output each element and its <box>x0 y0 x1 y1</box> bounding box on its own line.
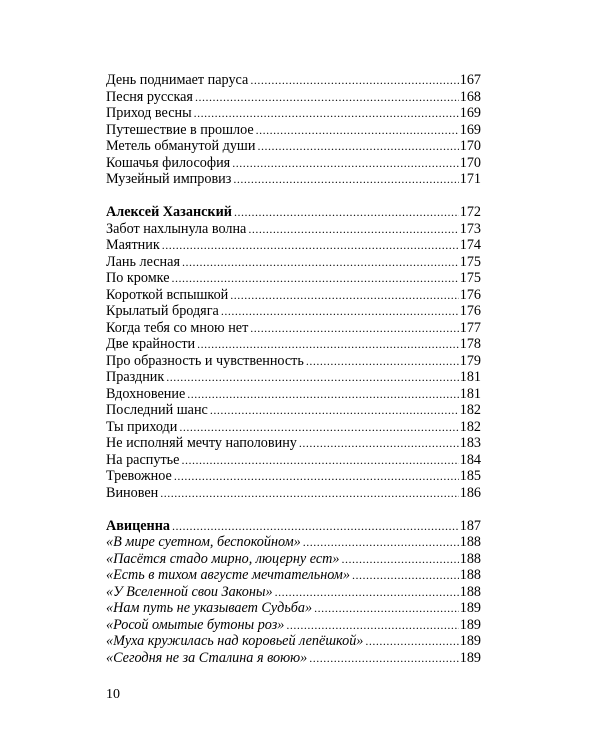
toc-section <box>106 518 481 667</box>
toc-entry <box>106 386 481 403</box>
entry-title: «Пасётся стадо мирно, люцерну ест» <box>106 550 340 567</box>
entry-title: Забот нахлынула волна <box>106 220 247 237</box>
dot-leader <box>352 567 459 584</box>
table-of-contents <box>106 72 481 666</box>
toc-entry <box>106 105 481 122</box>
entry-page-number: 169 <box>459 121 481 138</box>
toc-entry <box>106 122 481 139</box>
dot-leader <box>299 435 459 452</box>
entry-title: Две крайности <box>106 336 196 352</box>
dot-leader <box>306 353 459 370</box>
dot-leader <box>248 221 458 238</box>
entry-title: Когда тебя со мною нет <box>106 319 249 336</box>
entry-title: Не исполняй мечту наполовину <box>106 435 297 451</box>
entry-page-number: 177 <box>459 319 481 336</box>
toc-entry <box>106 221 481 238</box>
entry-page-number: 174 <box>459 237 481 253</box>
toc-entry <box>106 534 481 551</box>
toc-entry <box>106 353 481 370</box>
toc-entry <box>106 72 481 89</box>
dot-leader <box>221 303 459 320</box>
entry-title: «Сегодня не за Сталина я воюю» <box>106 649 308 666</box>
entry-page-number: 189 <box>459 649 481 666</box>
entry-page-number: 186 <box>459 484 481 501</box>
dot-leader <box>179 419 458 436</box>
entry-title: Путешествие в прошлое <box>106 121 254 138</box>
toc-entry <box>106 89 481 106</box>
entry-page-number: 179 <box>459 352 481 369</box>
entry-title: Виновен <box>106 484 159 501</box>
toc-entry <box>106 435 481 452</box>
entry-page-number: 182 <box>459 402 481 418</box>
dot-leader <box>309 650 458 667</box>
entry-page-number: 182 <box>459 418 481 435</box>
dot-leader <box>275 584 459 601</box>
dot-leader <box>314 600 459 617</box>
entry-title: «Росой омытые бутоны роз» <box>106 616 285 633</box>
entry-page-number: 181 <box>459 369 481 385</box>
entry-page-number: 189 <box>459 600 481 616</box>
entry-title: «Нам путь не указывает Судьба» <box>106 600 313 616</box>
dot-leader <box>234 204 459 221</box>
toc-entry <box>106 303 481 320</box>
toc-entry <box>106 402 481 419</box>
entry-title: День поднимает паруса <box>106 72 249 88</box>
dot-leader <box>230 287 458 304</box>
entry-page-number: 170 <box>459 138 481 154</box>
dot-leader <box>181 452 458 469</box>
dot-leader <box>182 254 459 271</box>
entry-title: Приход весны <box>106 105 192 121</box>
entry-page-number: 188 <box>459 567 481 583</box>
toc-section <box>106 72 481 188</box>
entry-title: Алексей Хазанский <box>106 204 232 220</box>
dot-leader <box>365 633 458 650</box>
toc-entry <box>106 287 481 304</box>
entry-page-number: 169 <box>459 105 481 121</box>
page-number: 10 <box>106 687 120 702</box>
toc-entry <box>106 633 481 650</box>
entry-title: Крылатый бродяга <box>106 303 219 319</box>
entry-title: «Есть в тихом августе мечтательном» <box>106 567 350 583</box>
entry-page-number: 185 <box>459 468 481 484</box>
dot-leader <box>160 485 458 502</box>
dot-leader <box>257 138 458 155</box>
entry-title: Тревожное <box>106 468 172 484</box>
dot-leader <box>166 369 458 386</box>
dot-leader <box>194 105 459 122</box>
entry-page-number: 175 <box>459 270 481 286</box>
entry-page-number: 167 <box>459 72 481 88</box>
dot-leader <box>303 534 459 551</box>
toc-entry <box>106 617 481 634</box>
entry-page-number: 187 <box>459 517 481 534</box>
entry-page-number: 184 <box>459 451 481 468</box>
entry-title: На распутье <box>106 451 180 468</box>
entry-page-number: 170 <box>459 154 481 171</box>
dot-leader <box>172 270 459 287</box>
entry-title: Метель обманутой души <box>106 138 256 154</box>
entry-page-number: 181 <box>459 385 481 402</box>
toc-entry <box>106 270 481 287</box>
entry-title: Вдохновение <box>106 385 186 402</box>
entry-title: «В мире суетном, беспокойном» <box>106 534 301 550</box>
entry-title: Короткой вспышкой <box>106 286 229 303</box>
toc-entry <box>106 419 481 436</box>
entry-title: «У Вселенной свои Законы» <box>106 583 273 600</box>
entry-page-number: 175 <box>459 253 481 270</box>
toc-entry <box>106 468 481 485</box>
entry-title: По кромке <box>106 270 170 286</box>
entry-page-number: 178 <box>459 336 481 352</box>
entry-page-number: 188 <box>459 550 481 567</box>
toc-entry <box>106 650 481 667</box>
dot-leader <box>233 171 458 188</box>
toc-entry <box>106 254 481 271</box>
entry-page-number: 173 <box>459 220 481 237</box>
dot-leader <box>286 617 458 634</box>
entry-title: «Муха кружилась над коровьей лепёшкой» <box>106 633 364 649</box>
entry-title: Ты приходи <box>106 418 178 435</box>
entry-title: Авиценна <box>106 517 170 534</box>
entry-page-number: 168 <box>459 88 481 105</box>
author-heading <box>106 518 481 535</box>
toc-entry <box>106 567 481 584</box>
dot-leader <box>187 386 458 403</box>
entry-page-number: 188 <box>459 534 481 550</box>
toc-section <box>106 204 481 501</box>
dot-leader <box>232 155 459 172</box>
entry-page-number: 189 <box>459 616 481 633</box>
toc-entry <box>106 171 481 188</box>
entry-title: Последний шанс <box>106 402 208 418</box>
dot-leader <box>250 320 458 337</box>
toc-entry <box>106 551 481 568</box>
entry-page-number: 183 <box>459 435 481 451</box>
entry-title: Маятник <box>106 237 160 253</box>
dot-leader <box>162 237 459 254</box>
toc-entry <box>106 452 481 469</box>
entry-page-number: 171 <box>459 171 481 187</box>
dot-leader <box>210 402 459 419</box>
toc-entry <box>106 600 481 617</box>
entry-title: Праздник <box>106 369 165 385</box>
entry-page-number: 189 <box>459 633 481 649</box>
entry-title: Песня русская <box>106 88 193 105</box>
toc-entry <box>106 320 481 337</box>
dot-leader <box>174 468 459 485</box>
entry-page-number: 176 <box>459 303 481 319</box>
dot-leader <box>250 72 458 89</box>
entry-title: Про образность и чувственность <box>106 352 304 369</box>
entry-page-number: 172 <box>459 204 481 220</box>
entry-title: Музейный импровиз <box>106 171 232 187</box>
entry-page-number: 176 <box>459 286 481 303</box>
toc-entry <box>106 138 481 155</box>
dot-leader <box>195 89 459 106</box>
entry-title: Кошачья философия <box>106 154 231 171</box>
dot-leader <box>172 518 459 535</box>
toc-entry <box>106 584 481 601</box>
toc-entry <box>106 369 481 386</box>
toc-entry <box>106 485 481 502</box>
author-heading <box>106 204 481 221</box>
entry-page-number: 188 <box>459 583 481 600</box>
toc-entry <box>106 155 481 172</box>
toc-entry <box>106 336 481 353</box>
dot-leader <box>197 336 459 353</box>
dot-leader <box>256 122 459 139</box>
toc-entry <box>106 237 481 254</box>
entry-title: Лань лесная <box>106 253 180 270</box>
dot-leader <box>341 551 458 568</box>
